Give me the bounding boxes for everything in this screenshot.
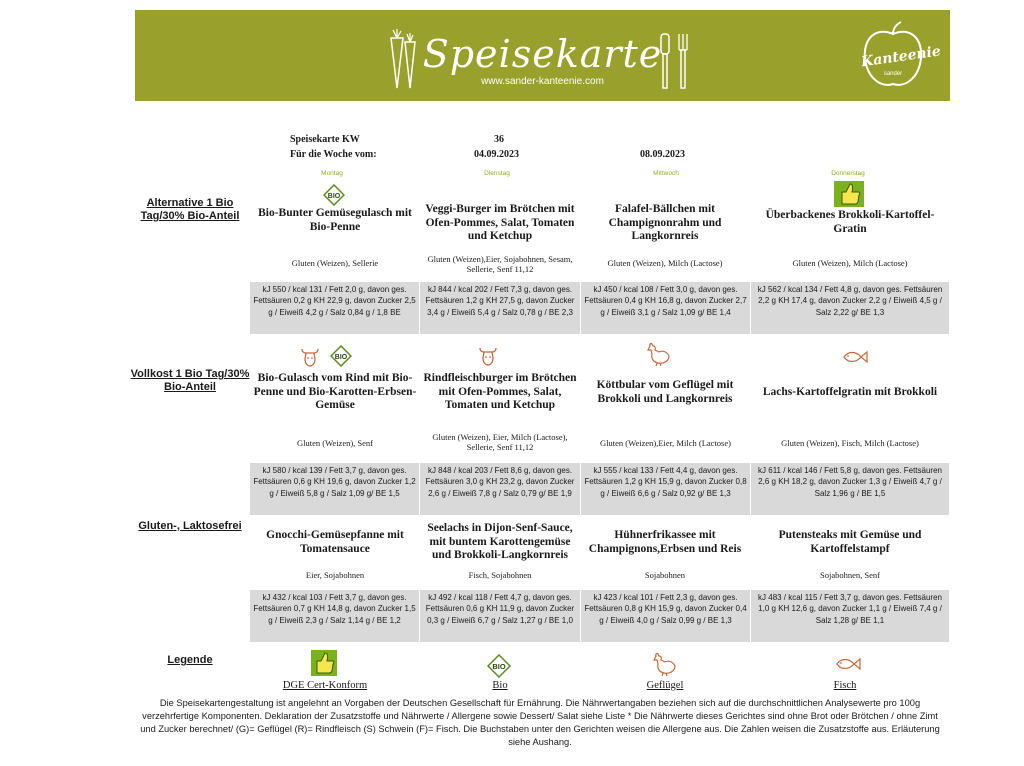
category-legend: Legende: [167, 654, 213, 666]
nutrition-gluten-wednesday: kJ 423 / kcal 101 / Fett 2,3 g, davon ges. Fettsäuren 0,8 g KH 15,9 g, davon Zucker 0,4 g / Eiweiß 4,0 g / Salz 0,99 g / BE 1,3: [581, 590, 750, 642]
dish-vollkost-monday: Bio-Gulasch vom Rind mit Bio-Penne und Bio-Karotten-Erbsen-Gemüse: [253, 372, 417, 411]
nutrition-gluten-tuesday: kJ 492 / kcal 118 / Fett 4,7 g, davon ges. Fettsäuren 0,6 g KH 11,9 g, davon Zucker 0,3 g / Eiweiß 6,7 g / Salz 1,27 g / BE 1,0: [420, 590, 580, 642]
dge-thumbs-up-icon: [833, 180, 865, 208]
allergens-gluten-monday: Eier, Sojabohnen: [305, 570, 365, 580]
allergens-alt-tuesday: Gluten (Weizen),Eier, Sojabohnen, Sesam, Sellerie, Senf 11,12: [427, 254, 573, 274]
allergens-alt-thursday: Gluten (Weizen), Milch (Lactose): [792, 258, 908, 268]
dish-gluten-monday: Gnocchi-Gemüsepfanne mit Tomatensauce: [266, 529, 404, 555]
week-from-date: 04.09.2023: [474, 149, 519, 160]
bio-icon: [487, 654, 511, 678]
allergens-alt-monday: Gluten (Weizen), Sellerie: [291, 258, 379, 268]
svg-text:BIO: BIO: [492, 662, 506, 671]
legend-dge: DGE Cert-Konform: [282, 680, 368, 691]
nutrition-alt-tuesday: kJ 844 / kcal 202 / Fett 7,3 g, davon ges. Fettsäuren 1,2 g KH 27,5 g, davon Zucker 3,4 g / Eiweiß 5,4 g / Salz 0,78 g / BE 2,3: [420, 282, 580, 334]
dish-alt-monday: Bio-Bunter Gemüsegulasch mit Bio-Penne: [258, 207, 412, 233]
allergens-gluten-wednesday: Sojabohnen: [644, 570, 686, 580]
page-title: Speisekarte: [422, 32, 663, 76]
allergens-vollkost-tuesday: Gluten (Weizen), Eier, Milch (Lactose), Sellerie, Senf 11,12: [432, 432, 568, 452]
nutrition-alt-wednesday: kJ 450 / kcal 108 / Fett 3,0 g, davon ges. Fettsäuren 0,4 g KH 16,8 g, davon Zucker 2,7 g / Eiweiß 3,1 g / Salz 1,09 g/ BE 1,4: [581, 282, 750, 334]
allergens-alt-wednesday: Gluten (Weizen), Milch (Lactose): [607, 258, 723, 268]
beef-icon: [478, 345, 498, 367]
week-number: 36: [494, 134, 504, 145]
allergens-gluten-tuesday: Fisch, Sojabohnen: [468, 570, 532, 580]
day-wednesday: Mittwoch: [653, 170, 679, 177]
category-alternative: Alternative 1 Bio Tag/30% Bio-Anteil: [140, 197, 240, 222]
fish-icon: [842, 350, 868, 364]
svg-text:BIO: BIO: [334, 354, 348, 361]
kitchen-utensils-icon: [655, 28, 695, 94]
legend-fish: Fisch: [833, 680, 857, 691]
dish-alt-thursday: Überbackenes Brokkoli-Kartoffel-Gratin: [765, 209, 935, 235]
logo-text: Kanteenie: [860, 43, 942, 71]
nutrition-gluten-thursday: kJ 483 / kcal 115 / Fett 3,7 g, davon ges. Fettsäuren 1,0 g KH 12,6 g, davon Zucker 1,1 g / Eiweiß 7,4 g / Salz 1,28 g/ BE 1,1: [751, 590, 949, 642]
dge-thumbs-up-icon: [310, 649, 338, 677]
dish-vollkost-wednesday: Köttbular vom Geflügel mit Brokkoli und Langkornreis: [596, 379, 734, 405]
svg-text:BIO: BIO: [327, 193, 341, 200]
bio-icon: [330, 345, 352, 367]
nutrition-vollkost-thursday: kJ 611 / kcal 146 / Fett 5,8 g, davon ges. Fettsäuren 2,6 g KH 18,2 g, davon Zucker 1,3 g / Eiweiß 4,7 g / Salz 1,96 g / BE 1,5: [751, 463, 949, 515]
category-vollkost: Vollkost 1 Bio Tag/30% Bio-Anteil: [130, 368, 250, 393]
day-monday: Montag: [321, 170, 343, 177]
allergens-gluten-thursday: Sojabohnen, Senf: [820, 570, 880, 580]
day-tuesday: Dienstag: [484, 170, 510, 177]
bio-icon: [323, 184, 345, 206]
nutrition-alt-monday: kJ 550 / kcal 131 / Fett 2,0 g, davon ges. Fettsäuren 0,2 g KH 22,9 g, davon Zucker 2,5 g / Eiweiß 4,2 g / Salz 0,84 g / 1,8 BE: [250, 282, 419, 334]
dish-vollkost-tuesday: Rindfleischburger im Brötchen mit Ofen-Pommes, Salat, Tomaten und Ketchup: [423, 372, 577, 411]
header-banner: [135, 10, 950, 101]
nutrition-vollkost-monday: kJ 580 / kcal 139 / Fett 3,7 g, davon ges. Fettsäuren 0,6 g KH 19,6 g, davon Zucker 1,2 g / Eiweiß 5,8 g / Salz 1,09 g/ BE 1,5: [250, 463, 419, 515]
category-gluten-lactose-free: Gluten-, Laktosefrei: [138, 520, 242, 532]
week-from-label: Für die Woche vom:: [290, 149, 377, 160]
website-url: www.sander-kanteenie.com: [481, 76, 604, 87]
dish-gluten-tuesday: Seelachs in Dijon-Senf-Sauce, mit buntem Karottengemüse und Brokkoli-Langkornreis: [427, 522, 573, 561]
week-to-date: 08.09.2023: [640, 149, 685, 160]
dish-gluten-wednesday: Hühnerfrikassee mit Champignons,Erbsen und Reis: [588, 529, 742, 555]
poultry-icon: [651, 652, 677, 676]
week-label: Speisekarte KW: [290, 134, 360, 145]
kanteenie-logo: [860, 20, 942, 92]
dish-alt-wednesday: Falafel-Bällchen mit Champignonrahm und Langkornreis: [608, 203, 722, 242]
nutrition-vollkost-wednesday: kJ 555 / kcal 133 / Fett 4,4 g, davon ges. Fettsäuren 1,2 g KH 15,9 g, davon Zucker 0,8 g / Eiweiß 6,6 g / Salz 0,92 g/ BE 1,3: [581, 463, 750, 515]
dish-gluten-thursday: Putensteaks mit Gemüse und Kartoffelstampf: [778, 529, 922, 555]
day-thursday: Donnerstag: [831, 170, 865, 177]
nutrition-vollkost-tuesday: kJ 848 / kcal 203 / Fett 8,6 g, davon ges. Fettsäuren 3,0 g KH 23,2 g, davon Zucker 2,6 g / Eiweiß 7,8 g / Salz 0,79 g/ BE 1,9: [420, 463, 580, 515]
nutrition-gluten-monday: kJ 432 / kcal 103 / Fett 3,7 g, davon ges. Fettsäuren 0,7 g KH 14,8 g, davon Zucker 1,5 g / Eiweiß 2,3 g / Salz 1,14 g / BE 1,2: [250, 590, 419, 642]
legend-poultry: Geflügel: [646, 680, 684, 691]
poultry-icon: [645, 342, 671, 366]
fish-icon: [835, 657, 861, 671]
allergens-vollkost-thursday: Gluten (Weizen), Fisch, Milch (Lactose): [781, 438, 919, 448]
logo-subtext: sander: [883, 71, 903, 77]
dish-vollkost-thursday: Lachs-Kartoffelgratin mit Brokkoli: [762, 386, 938, 398]
allergens-vollkost-monday: Gluten (Weizen), Senf: [296, 438, 374, 448]
legend-bio: Bio: [492, 680, 508, 691]
footer-note: Die Speisekartengestaltung ist angelehnt an Vorgaben der Deutschen Gesellschaft für Ernährung. Die Nährwertangaben beziehen sich auf die durchschnittlichen Analysewerte pro 100g verzehrfertige Komponenten. Deklaration der Zusatzstoffe und Nährwerte / Allergene sowie Dessert/ Salat siehe Liste * Die Nährwerte dieses Gerichtes sind ohne Brot oder Brötchen / ohne Zimt und Zucker berechnet/ (G)= Geflügel (R)= Rindfleisch (S) Schwein (F)= Fisch. Die Buchstaben unter den Gerichten weisen die Allergene aus. Die Zahlen weisen die Zusatzstoffe aus. Erläuterung siehe Aushang.: [140, 698, 940, 747]
allergens-vollkost-wednesday: Gluten (Weizen),Eier, Milch (Lactose): [600, 438, 731, 448]
dish-alt-tuesday: Veggi-Burger im Brötchen mit Ofen-Pommes, Salat, Tomaten und Ketchup: [425, 203, 575, 242]
beef-icon: [300, 346, 320, 368]
nutrition-alt-thursday: kJ 562 / kcal 134 / Fett 4,8 g, davon ges. Fettsäuren 2,2 g KH 17,4 g, davon Zucker 2,2 g / Eiweiß 4,5 g / Salz 2,22 g/ BE 1,3: [751, 282, 949, 334]
